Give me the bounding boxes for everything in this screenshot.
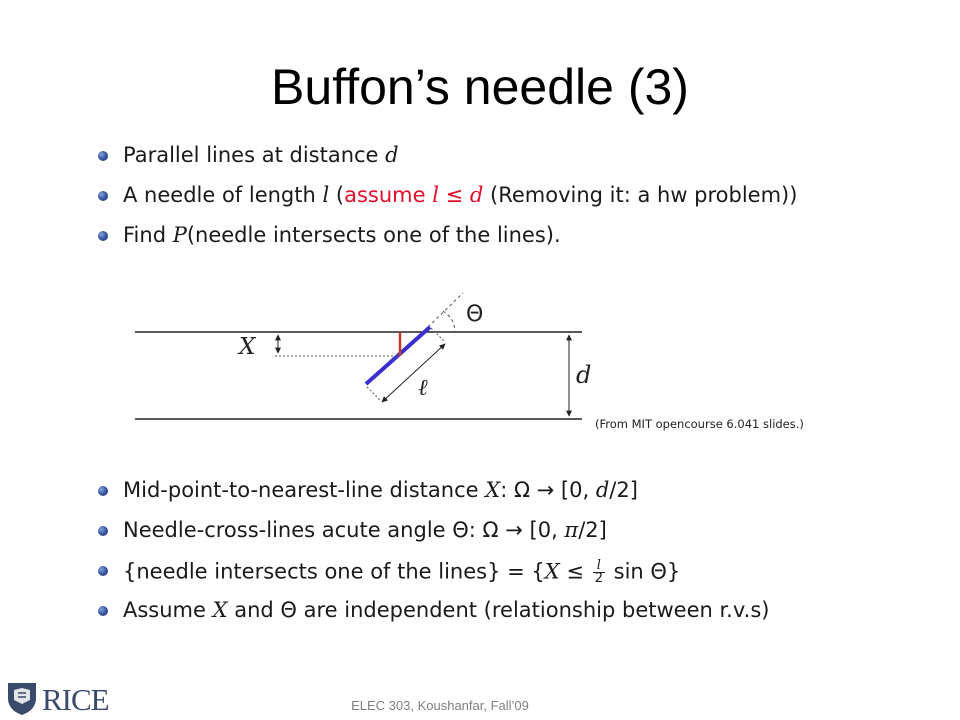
math-var: l: [432, 183, 439, 207]
bullet-intersection-event: [98, 560, 769, 600]
slide-title: Buffon’s needle (3): [271, 59, 689, 115]
assumption-highlight: [344, 183, 483, 207]
bullet-text: A needle of length: [123, 183, 323, 207]
math-var: X: [212, 598, 228, 622]
fraction: [593, 560, 605, 585]
bullet-text: (: [329, 183, 345, 207]
math-op: ≤: [559, 559, 591, 584]
bullet-text: Needle-cross-lines acute angle Θ: Ω → [0,: [123, 518, 565, 542]
figure-source-caption: (From MIT opencourse 6.041 slides.): [595, 417, 804, 431]
bullet-independence: [98, 600, 769, 640]
math-var: X: [544, 559, 560, 584]
math-var: l: [322, 183, 330, 207]
bullet-find-probability: [98, 225, 797, 265]
slide-footer: ELEC 303, Koushanfar, Fall’09: [351, 698, 529, 713]
logo-wordmark: RICE: [42, 682, 109, 717]
fraction-denominator: 2: [594, 571, 603, 586]
bullet-needle-length: [98, 185, 797, 225]
bullet-text: : Ω → [0,: [500, 478, 596, 502]
bullet-text: /2]: [609, 478, 638, 502]
theta-reference-line: [428, 293, 463, 327]
bullet-list-top: [98, 145, 797, 265]
bullet-text: Parallel lines at distance: [123, 143, 386, 167]
bullet-parallel-lines: [98, 145, 797, 185]
bullet-list-bottom: [98, 480, 769, 640]
bullet-text: (Removing it: a hw problem)): [483, 183, 798, 207]
label-ell: ℓ: [418, 375, 428, 401]
bullet-text: (needle intersects one of the lines).: [186, 223, 561, 247]
math-var: π: [564, 518, 579, 542]
bullet-text: Assume: [123, 598, 213, 622]
bullet-text: Mid-point-to-nearest-line distance: [123, 478, 486, 502]
math-var: d: [469, 183, 484, 207]
bullet-text: sin Θ}: [606, 559, 681, 584]
label-x: X: [239, 334, 256, 360]
theta-arc: [443, 311, 455, 332]
bullet-text: and Θ are independent (relationship between r.v.s): [227, 598, 770, 622]
bullet-text: {needle intersects one of the lines} = {: [123, 559, 545, 584]
ell-arrow: [382, 344, 445, 402]
math-var: X: [485, 478, 501, 502]
bullet-midpoint-distance: [98, 480, 769, 520]
math-var: d: [385, 143, 399, 167]
bullet-acute-angle: [98, 520, 769, 560]
ell-dash-bottom: [367, 387, 381, 401]
buffon-needle-diagram: [125, 285, 845, 445]
ell-dash-top: [431, 328, 445, 342]
math-var: d: [595, 478, 610, 502]
assume-word: assume: [344, 183, 433, 207]
label-theta: Θ: [466, 302, 484, 327]
bullet-text: /2]: [578, 518, 607, 542]
bullet-text: Find: [123, 223, 173, 247]
math-var: P: [172, 223, 187, 247]
math-op: ≤: [438, 183, 470, 207]
label-d: d: [576, 361, 592, 389]
fraction-numerator: l: [593, 560, 605, 573]
